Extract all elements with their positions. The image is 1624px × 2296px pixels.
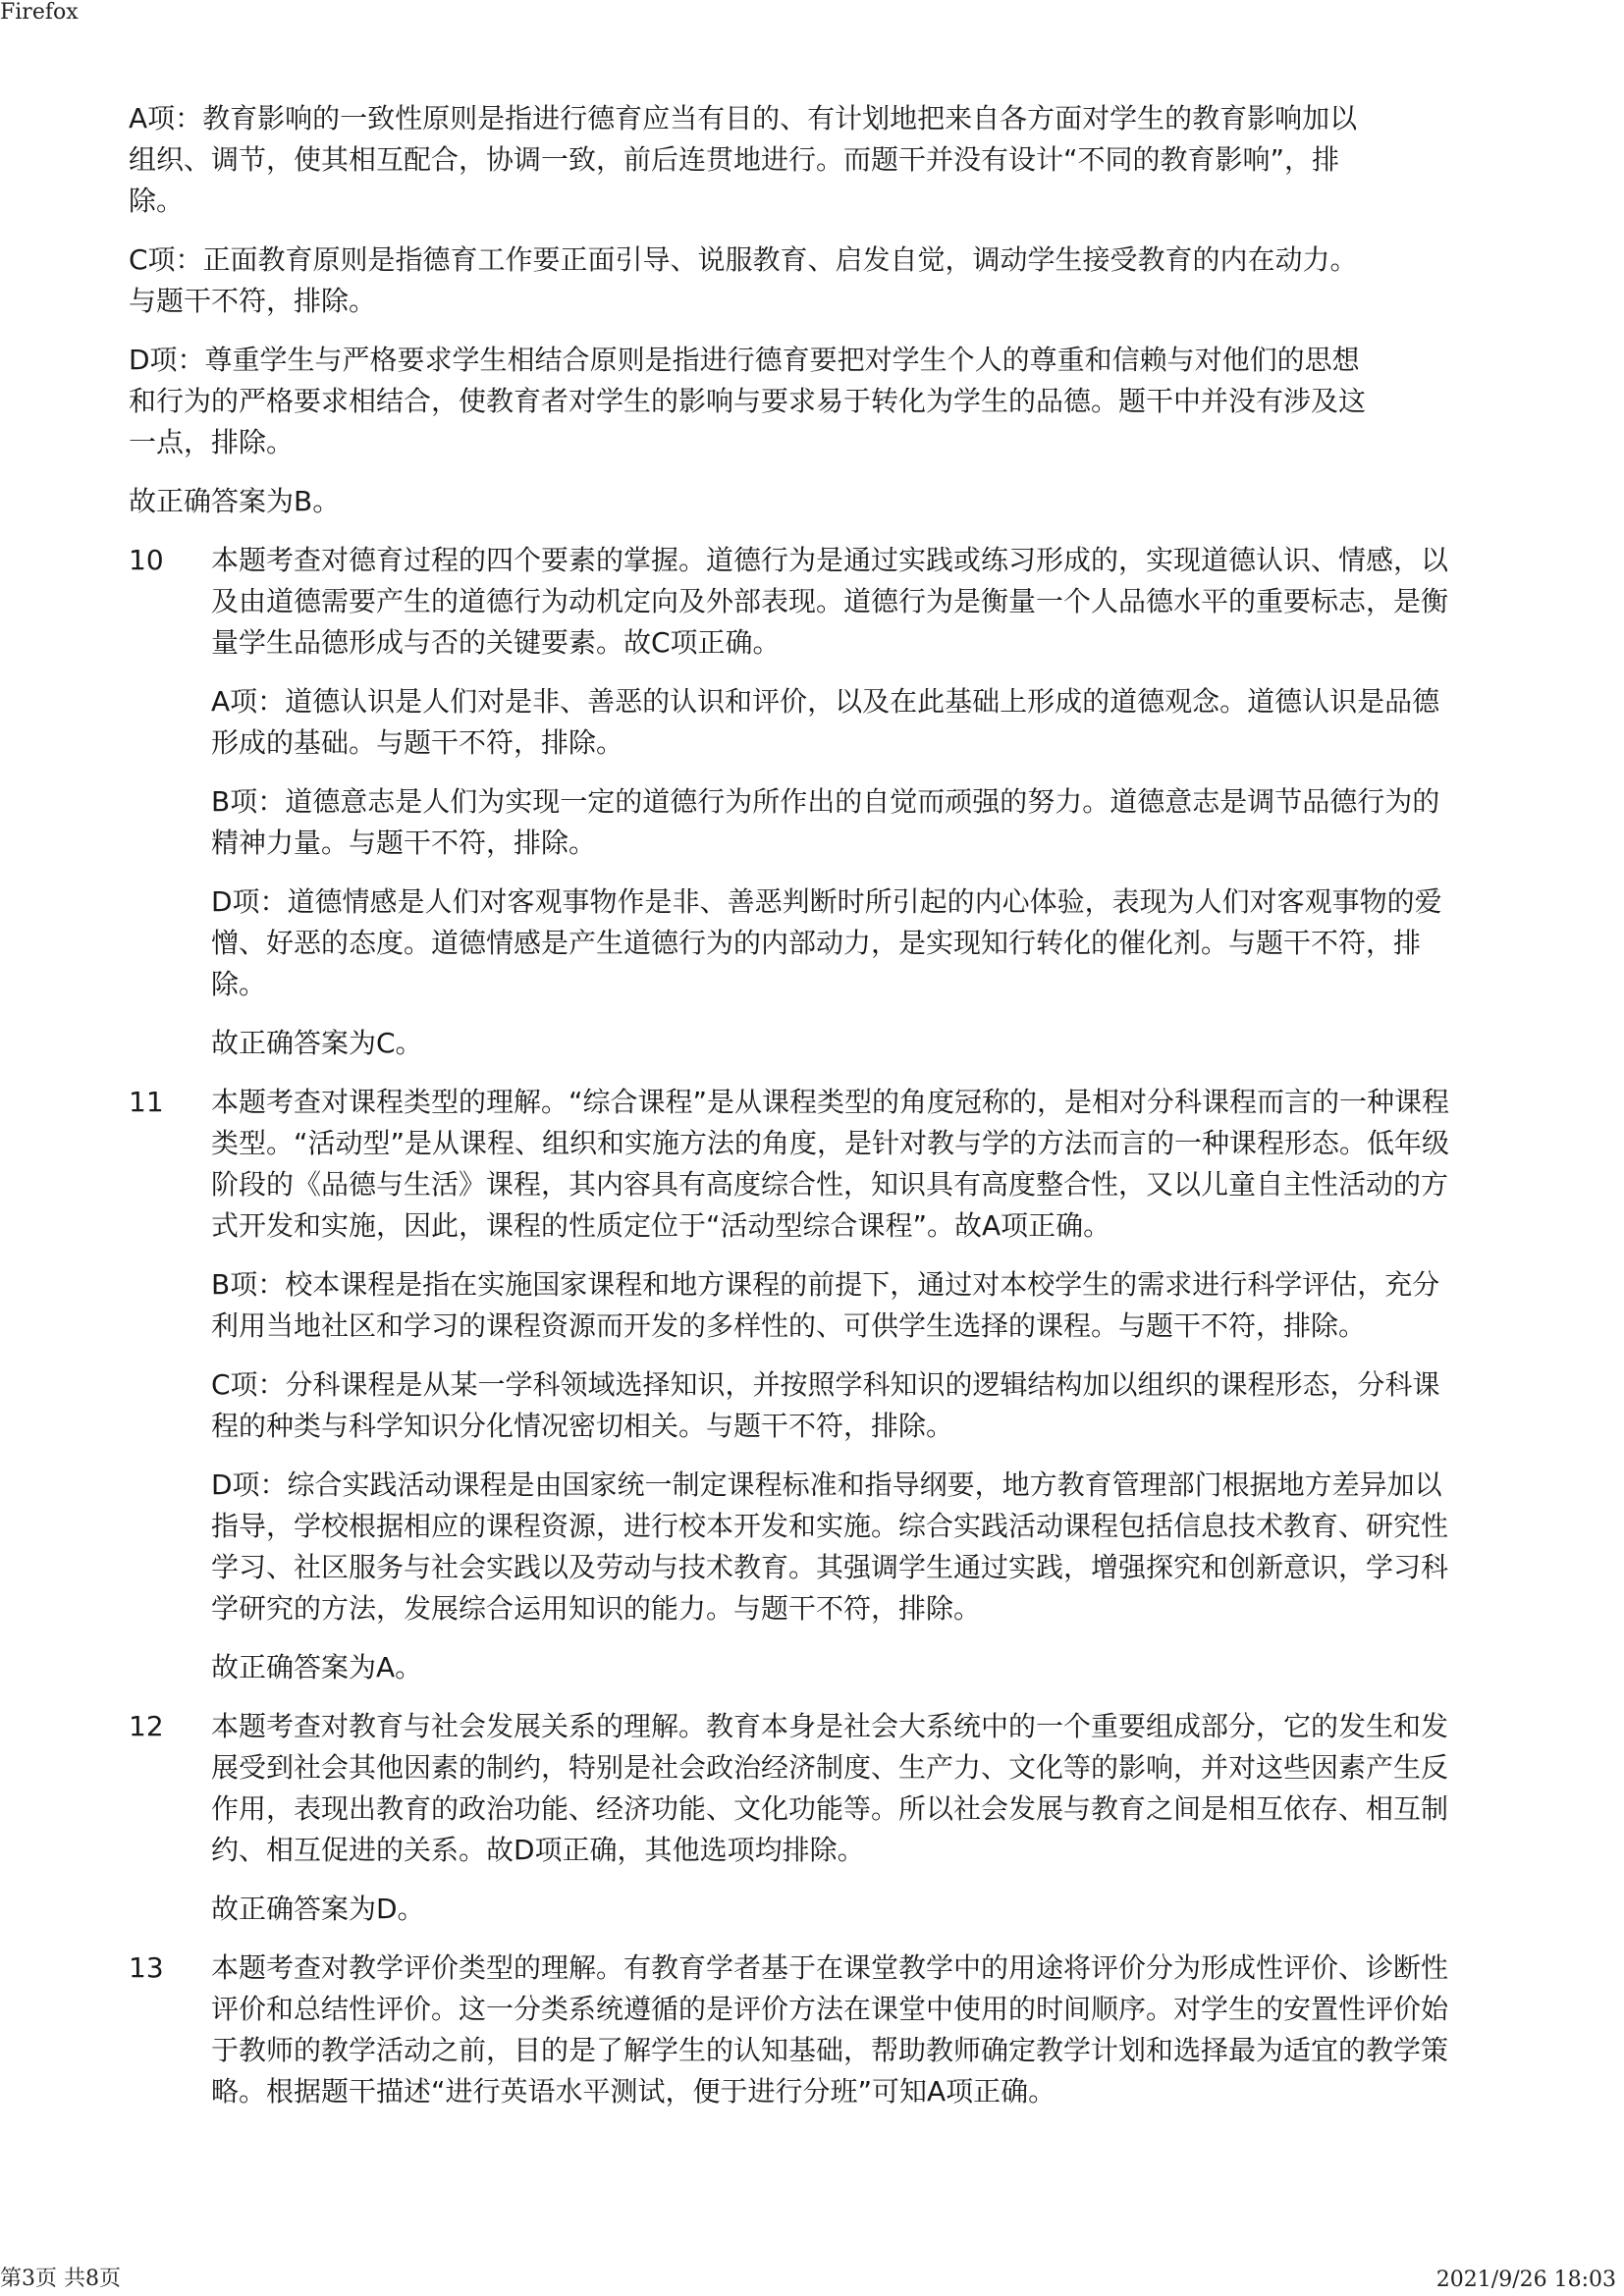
intro-paragraph-c: C项：正面教育原则是指德育工作要正面引导、说服教育、启发自觉，调动学生接受教育的内在动力。与题干不符，排除。 bbox=[129, 243, 1358, 317]
intro-paragraph-d: D项：尊重学生与严格要求学生相结合原则是指进行德育要把对学生个人的尊重和信赖与对他们的思想和行为的严格要求相结合，使教育者对学生的影响与要求易于转化为学生的品德。题干中并没有涉及这一点，排除。 bbox=[129, 344, 1367, 458]
answer-item-13 bbox=[129, 1948, 1464, 2112]
item-option-d: D项：综合实践活动课程是由国家统一制定课程标准和指导纲要，地方教育管理部门根据地方差异加以指导，学校根据相应的课程资源，进行校本开发和实施。综合实践活动课程包括信息技术教育、研究性学习、社区服务与社会实践以及劳动与技术教育。其强调学生通过实践，增强探究和创新意识，学习科学研究的方法，发展综合运用知识的能力。与题干不符，排除。 bbox=[211, 1468, 1449, 1625]
document-content bbox=[129, 98, 1464, 2130]
item-option-c: C项：分科课程是从某一学科领域选择知识，并按照学科知识的逻辑结构加以组织的课程形态，分科课程的种类与科学知识分化情况密切相关。与题干不符，排除。 bbox=[211, 1368, 1440, 1442]
page-info: 第3页 共8页 bbox=[0, 2267, 121, 2291]
intro-paragraph-a: A项：教育影响的一致性原则是指进行德育应当有目的、有计划地把来自各方面对学生的教育影响加以组织、调节，使其相互配合，协调一致，前后连贯地进行。而题干并没有设计“不同的教育影响”，排除。 bbox=[129, 102, 1358, 217]
print-footer bbox=[0, 2261, 1624, 2296]
item-option-d: D项：道德情感是人们对客观事物作是非、善恶判断时所引起的内心体验，表现为人们对客观事物的爱憎、好恶的态度。道德情感是产生道德行为的内部动力，是实现知行转化的催化剂。与题干不符，排除。 bbox=[211, 885, 1442, 1000]
item-option-b: B项：道德意志是人们为实现一定的道德行为所作出的自觉而顽强的努力。道德意志是调节品德行为的精神力量。与题干不符，排除。 bbox=[211, 785, 1440, 859]
answer-item-11 bbox=[129, 1082, 1464, 1688]
item-explanation: 本题考查对德育过程的四个要素的掌握。道德行为是通过实践或练习形成的，实现道德认识、情感，以及由道德需要产生的道德行为动机定向及外部表现。道德行为是衡量一个人品德水平的重要标志，是衡量学生品德形成与否的关键要素。故C项正确。 bbox=[211, 544, 1449, 659]
answer-item-10 bbox=[129, 540, 1464, 1064]
item-answer: 故正确答案为D。 bbox=[211, 1893, 425, 1925]
item-answer: 故正确答案为A。 bbox=[211, 1651, 423, 1683]
item-number: 13 bbox=[129, 1951, 164, 1984]
print-datetime: 2021/9/26 18:03 bbox=[1435, 2268, 1616, 2292]
browser-title: Firefox bbox=[0, 0, 79, 25]
item-option-a: A项：道德认识是人们对是非、善恶的认识和评价，以及在此基础上形成的道德观念。道德认识是品德形成的基础。与题干不符，排除。 bbox=[211, 685, 1440, 759]
item-answer: 故正确答案为C。 bbox=[211, 1027, 423, 1059]
item-option-b: B项：校本课程是指在实施国家课程和地方课程的前提下，通过对本校学生的需求进行科学评估，充分利用当地社区和学习的课程资源而开发的多样性的、可供学生选择的课程。与题干不符，排除。 bbox=[211, 1268, 1440, 1342]
item-explanation: 本题考查对教学评价类型的理解。有教育学者基于在课堂教学中的用途将评价分为形成性评价、诊断性评价和总结性评价。这一分类系统遵循的是评价方法在课堂中使用的时间顺序。对学生的安置性评价始于教师的教学活动之前，目的是了解学生的认知基础，帮助教师确定教学计划和选择最为适宜的教学策略。根据题干描述“进行英语水平测试，便于进行分班”可知A项正确。 bbox=[211, 1951, 1449, 2108]
intro-answer: 故正确答案为B。 bbox=[129, 485, 341, 517]
item-explanation: 本题考查对课程类型的理解。“综合课程”是从课程类型的角度冠称的，是相对分科课程而言的一种课程类型。“活动型”是从课程、组织和实施方法的角度，是针对教与学的方法而言的一种课程形态。低年级阶段的《品德与生活》课程，其内容具有高度综合性，知识具有高度整合性，又以儿童自主性活动的方式开发和实施，因此，课程的性质定位于“活动型综合课程”。故A项正确。 bbox=[211, 1086, 1450, 1242]
item-number: 12 bbox=[129, 1710, 164, 1742]
item-number: 11 bbox=[129, 1086, 164, 1118]
item-number: 10 bbox=[129, 544, 164, 576]
answer-item-12 bbox=[129, 1706, 1464, 1930]
item-explanation: 本题考查对教育与社会发展关系的理解。教育本身是社会大系统中的一个重要组成部分，它的发生和发展受到社会其他因素的制约，特别是社会政治经济制度、生产力、文化等的影响，并对这些因素产生反作用，表现出教育的政治功能、经济功能、文化功能等。所以社会发展与教育之间是相互依存、相互制约、相互促进的关系。故D项正确，其他选项均排除。 bbox=[211, 1710, 1449, 1866]
